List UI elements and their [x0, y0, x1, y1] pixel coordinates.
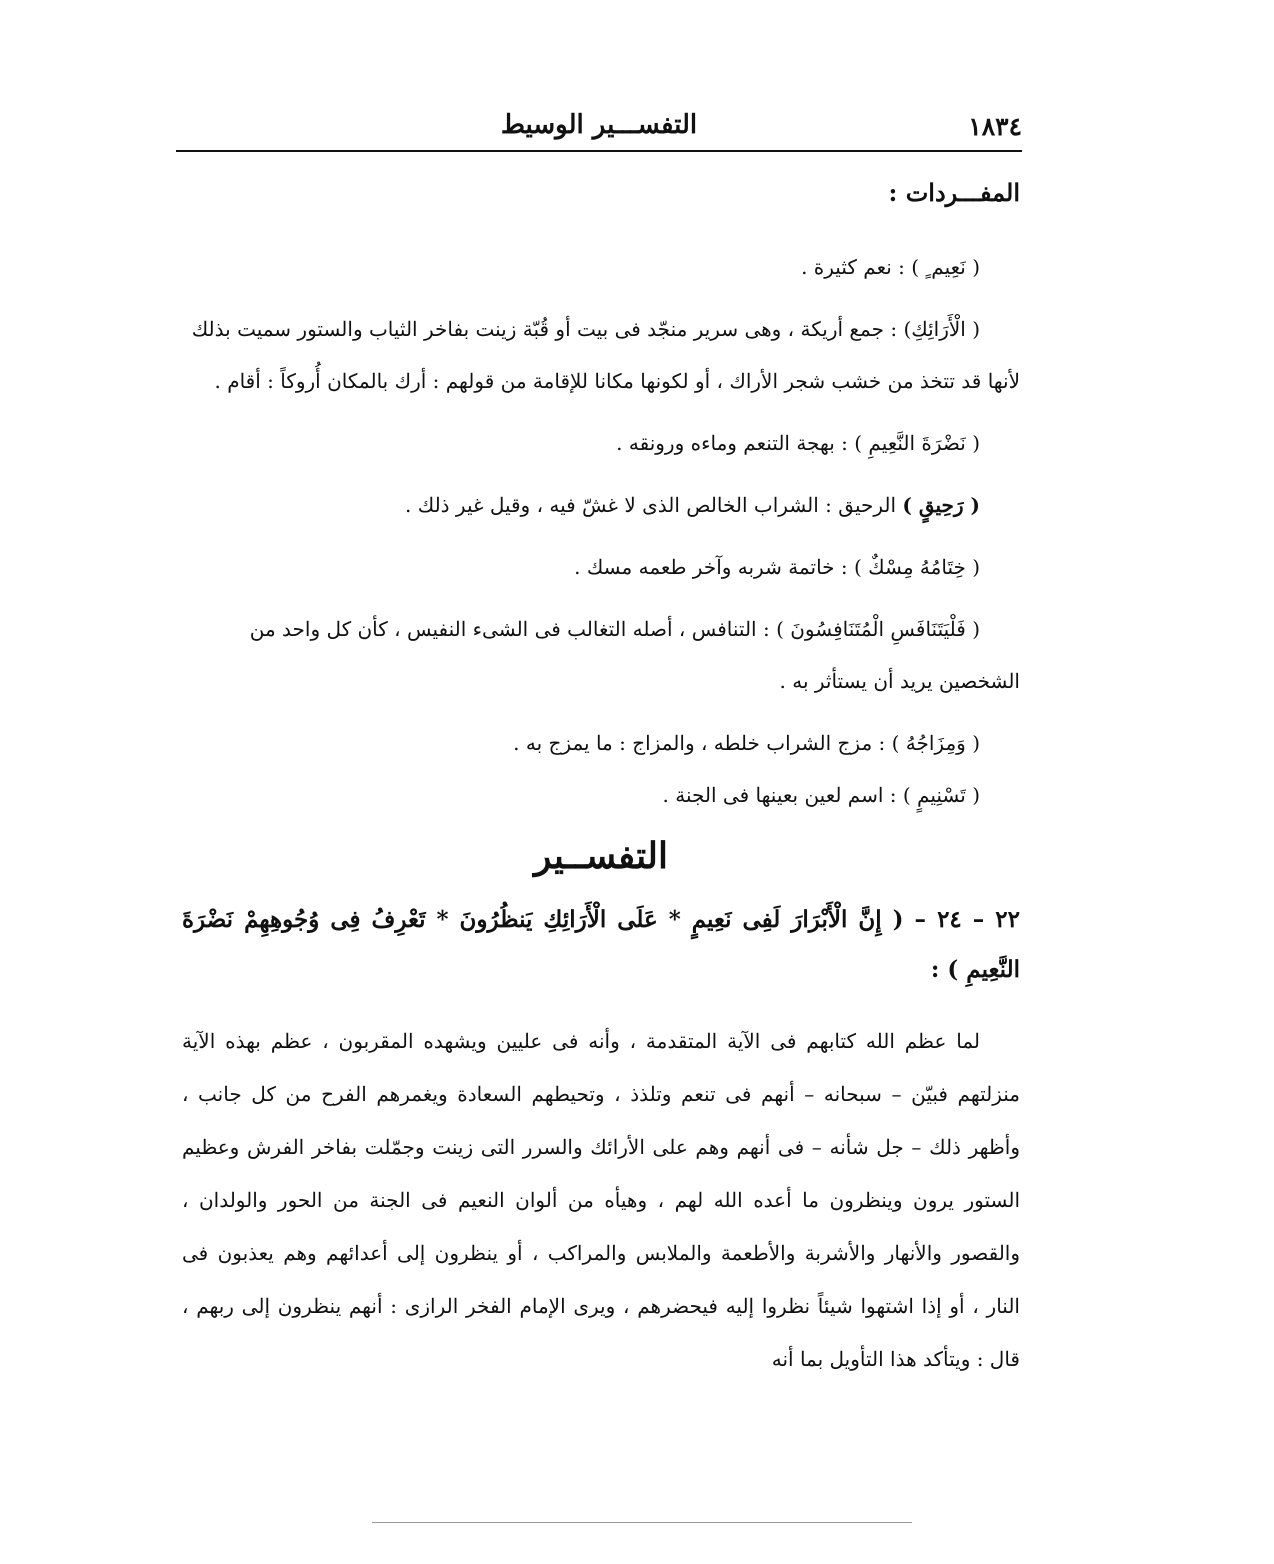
vocabulary-heading: المفـــردات :	[888, 178, 1020, 207]
vocab-definition: : اسم لعين بعينها فى الجنة .	[662, 783, 897, 807]
vocab-entry	[182, 603, 1020, 707]
tafsir-paragraph	[182, 1015, 1020, 1386]
vocab-term: ( الْأَرَائِكِ)	[903, 317, 980, 341]
vocab-term: ( نَعِيم ٍ )	[911, 255, 980, 279]
footer-rule	[372, 1522, 912, 1523]
vocab-entry	[182, 717, 1020, 769]
page-content	[182, 178, 1020, 1406]
tafsir-heading: التفســير	[534, 835, 668, 877]
running-title: التفســـير الوسيط	[500, 110, 698, 140]
vocab-term: ( وَمِزَاجُهُ )	[891, 731, 980, 755]
vocab-entry	[182, 769, 1020, 821]
vocab-term: ( رَحِيقٍ )	[902, 493, 980, 517]
vocab-entry	[182, 417, 1020, 469]
vocab-entry	[182, 303, 1020, 407]
page-number: ١٨٣٤	[968, 112, 1022, 141]
vocab-entry	[182, 479, 1020, 531]
vocab-term: ( فَلْيَتَنَافَسِ الْمُتَنَافِسُونَ )	[776, 617, 980, 641]
vocab-definition: : خاتمة شربه وآخر طعمه مسك .	[574, 555, 848, 579]
vocab-definition: الرحيق : الشراب الخالص الذى لا غشّ فيه ، وقيل غير ذلك .	[405, 493, 897, 517]
vocab-entry	[182, 541, 1020, 593]
tafsir-text: لما عظم الله كتابهم فى الآية المتقدمة ، وأنه فى عليين ويشهده المقربون ، عظم بهذه الآية منزلتهم فبيّن – سبحانه – أنهم فى تنعم وتلذذ ، وتحيطهم السعادة ويغمرهم الفرح من كل جانب ، وأظهر ذلك – جل شأنه – فى أنهم وهم على الأرائك والسرر التى زينت وجمّلت بفاخر الفرش وعظيم الستور يرون وينظرون ما أعده الله لهم ، وهيأه من ألوان النعيم فى الجنة من الحور والولدان ، والقصور والأنهار والأشربة والأطعمة والملابس والمراكب ، أو ينظرون إلى أعدائهم وهم يعذبون فى النار ، أو إذا اشتهوا شيئاً نظروا إليه فيحضرهم ، ويرى الإمام الفخر الرازى : أنهم ينظرون إلى ربهم ، قال : ويتأكد هذا التأويل بما أنه	[182, 1029, 1021, 1371]
vocab-definition: : جمع أريكة ، وهى سرير منجّد فى بيت أو قُبّة زينت بفاخر الثياب والستور سميت بذلك لأنها قد تتخذ من خشب شجر الأراك ، أو لكونها مكانا للإقامة من قولهم : أرك بالمكان أُروكاً : أقام .	[191, 317, 1020, 393]
vocab-term: ( خِتَامُهُ مِسْكٌ )	[853, 555, 980, 579]
vocab-definition: : نعم كثيرة .	[801, 255, 905, 279]
vocab-definition: : التنافس ، أصله التغالب فى الشىء النفيس ، كأن كل واحد من الشخصين يريد أن يستأثر به .	[249, 617, 1020, 693]
quran-verse: ٢٢ – ٢٤ – ( إِنَّ الْأَبْرَارَ لَفِى نَعِيمٍ * عَلَى الْأَرَائِكِ يَنظُرُونَ * تَعْرِفُ فِى وُجُوهِهِمْ نَضْرَةَ النَّعِيمِ ) :	[182, 906, 1020, 983]
page-header	[176, 106, 1022, 146]
vocab-definition: : مزج الشراب خلطه ، والمزاج : ما يمزج به .	[513, 731, 886, 755]
vocab-term: ( تَسْنِيمٍ )	[902, 783, 980, 807]
vocab-definition: : بهجة التنعم وماءه ورونقه .	[616, 431, 848, 455]
vocab-entry	[182, 241, 1020, 293]
header-rule	[176, 150, 1022, 152]
vocab-term: ( نَضْرَةَ النَّعِيمِ )	[854, 431, 980, 455]
